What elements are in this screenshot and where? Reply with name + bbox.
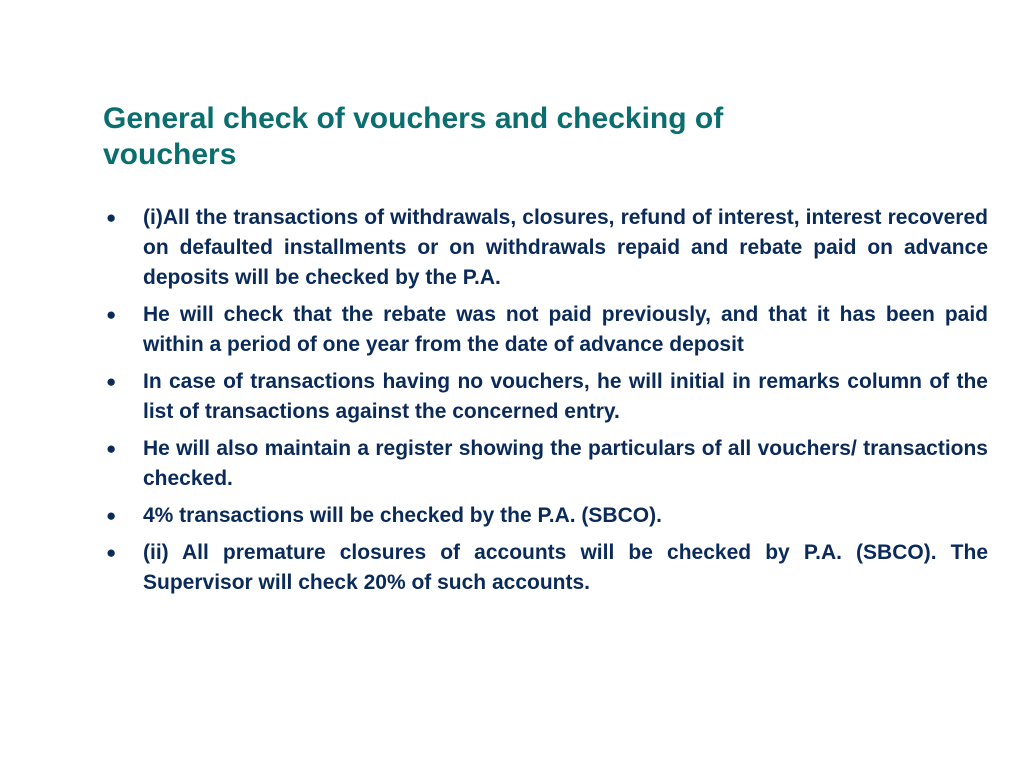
bullet-dot-icon: ●	[106, 439, 117, 458]
bullet-item	[103, 434, 988, 494]
bullet-dot-icon: ●	[106, 305, 117, 324]
bullet-text: (ii) All premature closures of accounts will be checked by P.A. (SBCO). The Supervisor will check 20% of such accounts.	[143, 541, 988, 594]
bullet-text: (i)All the transactions of withdrawals, closures, refund of interest, interest recovered on defaulted installments or on withdrawals repaid and rebate paid on advance deposits will be checked by the P.A.	[143, 206, 988, 289]
bullet-dot-icon: ●	[106, 372, 117, 391]
bullet-text: In case of transactions having no vouchers, he will initial in remarks column of the list of transactions against the concerned entry.	[143, 370, 988, 423]
bullet-dot-icon: ●	[106, 208, 117, 227]
bullet-dot-icon: ●	[106, 506, 117, 525]
bullet-item	[103, 203, 988, 293]
bullet-list	[103, 203, 988, 605]
bullet-text: He will also maintain a register showing the particulars of all vouchers/ transactions checked.	[143, 437, 988, 490]
bullet-text: He will check that the rebate was not paid previously, and that it has been paid within a period of one year from the date of advance deposit	[143, 303, 988, 356]
bullet-item	[103, 501, 988, 531]
bullet-item	[103, 538, 988, 598]
bullet-item	[103, 367, 988, 427]
bullet-text: 4% transactions will be checked by the P.A. (SBCO).	[143, 504, 662, 527]
bullet-dot-icon: ●	[106, 543, 117, 562]
slide-title: General check of vouchers and checking of vouchers	[103, 102, 724, 171]
bullet-item	[103, 300, 988, 360]
